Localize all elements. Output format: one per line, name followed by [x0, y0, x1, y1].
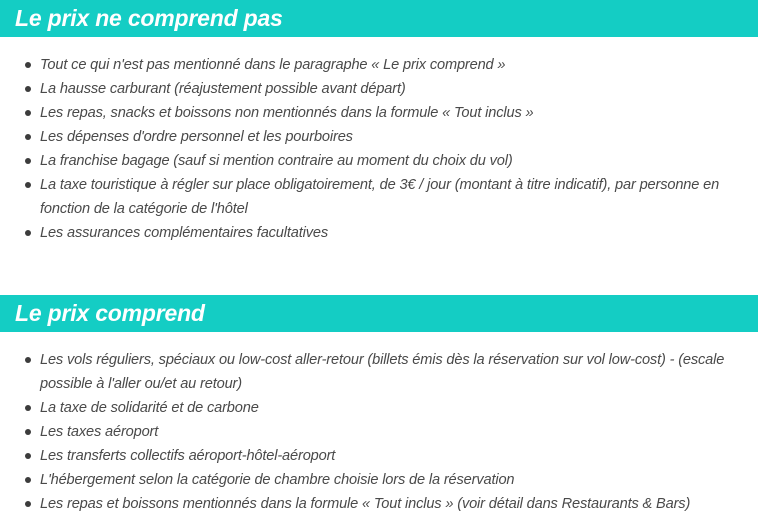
bullet-icon — [25, 134, 31, 140]
bullet-icon — [25, 158, 31, 164]
list-item — [0, 77, 758, 101]
list-item — [0, 468, 758, 492]
list-item-text: Les vols réguliers, spéciaux ou low-cost aller-retour (billets émis dès la réservation sur vol low-cost) - (escale possible à l'aller ou/et au retour) — [40, 352, 725, 392]
list-item-text: Les assurances complémentaires facultatives — [40, 225, 328, 241]
bullet-icon — [25, 357, 31, 363]
bullet-icon — [25, 405, 31, 411]
not-included-list — [0, 53, 758, 245]
list-item — [0, 420, 758, 444]
section-header-included — [0, 295, 758, 332]
section-title: Le prix ne comprend pas — [15, 5, 283, 31]
bullet-icon — [25, 501, 31, 507]
included-list — [0, 348, 758, 516]
list-item-text: Les transferts collectifs aéroport-hôtel-aéroport — [40, 448, 336, 464]
bullet-icon — [25, 62, 31, 68]
list-item-text: Les repas, snacks et boissons non mentionnés dans la formule « Tout inclus » — [40, 105, 534, 121]
bullet-icon — [25, 182, 31, 188]
list-item-text: L'hébergement selon la catégorie de chambre choisie lors de la réservation — [40, 472, 515, 488]
list-item-text: La hausse carburant (réajustement possible avant départ) — [40, 81, 406, 97]
section-title: Le prix comprend — [15, 300, 205, 326]
bullet-icon — [25, 86, 31, 92]
bullet-icon — [25, 110, 31, 116]
list-item — [0, 492, 758, 516]
section-header-not-included — [0, 0, 758, 37]
list-item — [0, 53, 758, 77]
list-item-text: Les dépenses d'ordre personnel et les pourboires — [40, 129, 353, 145]
list-item — [0, 221, 758, 245]
bullet-icon — [25, 453, 31, 459]
list-item-text: La taxe touristique à régler sur place obligatoirement, de 3€ / jour (montant à titre indicatif), par personne en fonction de la catégorie de l'hôtel — [40, 177, 720, 217]
bullet-icon — [25, 230, 31, 236]
list-item — [0, 125, 758, 149]
list-item — [0, 173, 758, 221]
list-item — [0, 396, 758, 420]
list-item-text: La taxe de solidarité et de carbone — [40, 400, 259, 416]
bullet-icon — [25, 429, 31, 435]
list-item — [0, 101, 758, 125]
list-item-text: Tout ce qui n'est pas mentionné dans le paragraphe « Le prix comprend » — [40, 57, 506, 73]
list-item-text: Les repas et boissons mentionnés dans la formule « Tout inclus » (voir détail dans Restaurants & Bars) — [40, 496, 691, 512]
bullet-icon — [25, 477, 31, 483]
list-item — [0, 348, 758, 396]
list-item — [0, 149, 758, 173]
list-item-text: La franchise bagage (sauf si mention contraire au moment du choix du vol) — [40, 153, 513, 169]
list-item-text: Les taxes aéroport — [40, 424, 159, 440]
list-item — [0, 444, 758, 468]
